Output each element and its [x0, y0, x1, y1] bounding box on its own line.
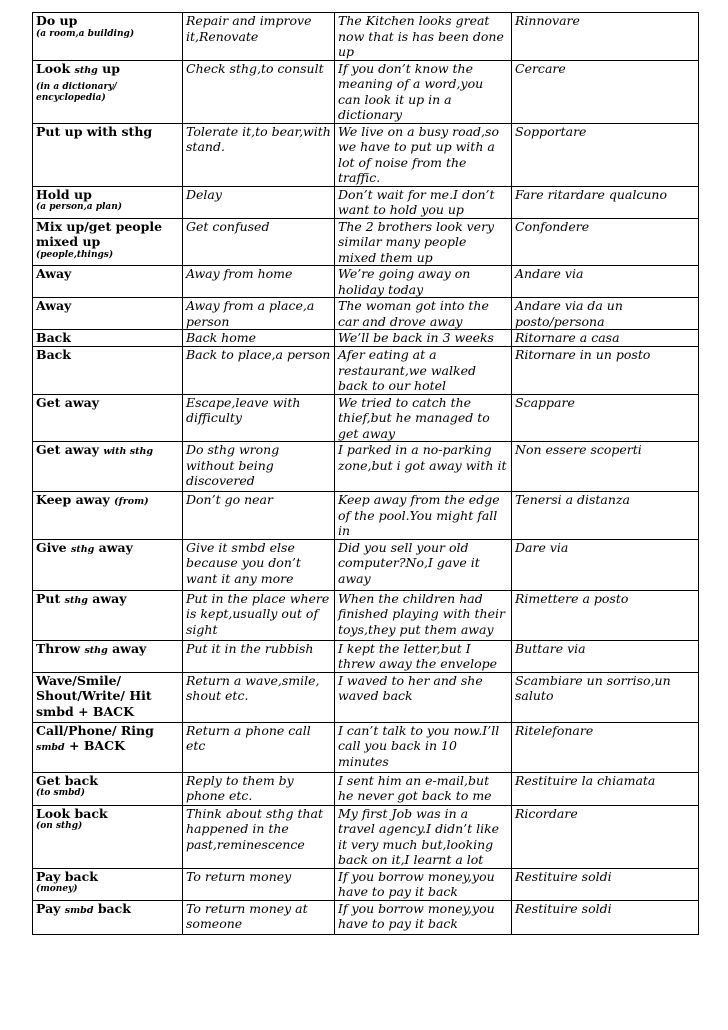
example-cell: If you borrow money,you have to pay it back: [335, 900, 512, 934]
example-cell: I parked in a no-parking zone,but i got away with it: [335, 442, 512, 492]
table-row: [33, 298, 699, 330]
meaning-cell: Return a wave,smile, shout etc.: [183, 672, 335, 722]
verb: Put: [36, 590, 65, 606]
meaning-cell: Check sthg,to consult: [183, 60, 335, 123]
verb: Hold up: [36, 186, 92, 202]
verb-note: (a person,a plan): [36, 202, 123, 212]
table-row: [33, 347, 699, 395]
meaning-cell: Back home: [183, 330, 335, 347]
meaning-cell: Back to place,a person: [183, 347, 335, 395]
table-row: [33, 442, 699, 492]
table-row: [33, 492, 699, 540]
italian-cell: Ritelefonare: [512, 722, 699, 772]
italian-cell: Ricordare: [512, 805, 699, 868]
meaning-cell: Get confused: [183, 218, 335, 266]
table-row: [33, 900, 699, 934]
verb-cell: [33, 442, 183, 492]
verb: Mix up/get people mixed up: [36, 218, 163, 249]
example-cell: Did you sell your old computer?No,I gave it away: [335, 539, 512, 590]
verb-note: (money): [36, 884, 78, 894]
table-row: [33, 772, 699, 805]
meaning-cell: To return money: [183, 868, 335, 900]
italian-cell: Non essere scoperti: [512, 442, 699, 492]
example-cell: If you borrow money,you have to pay it back: [335, 868, 512, 900]
italian-cell: Cercare: [512, 60, 699, 123]
example-cell: We’ll be back in 3 weeks: [335, 330, 512, 347]
table-row: [33, 186, 699, 218]
verb-cell: Wave/Smile/ Shout/Write/ Hit smbd + BACK: [33, 672, 183, 722]
example-cell: Keep away from the edge of the pool.You might fall in: [335, 492, 512, 540]
verb-cell: [33, 805, 183, 868]
verb-cell: [33, 640, 183, 672]
verb-note: (to smbd): [36, 788, 85, 798]
verb: Get away: [36, 442, 104, 457]
verb-cell: Back: [33, 330, 183, 347]
italian-cell: Fare ritardare qualcuno: [512, 186, 699, 218]
verb: Give: [36, 539, 71, 555]
italian-cell: Rinnovare: [512, 13, 699, 61]
example-cell: I waved to her and she waved back: [335, 672, 512, 722]
table-row: [33, 672, 699, 722]
verb-object: sthg: [64, 594, 88, 606]
meaning-cell: To return money at someone: [183, 900, 335, 934]
verb-note: (a room,a building): [36, 28, 135, 39]
example-cell: If you don’t know the meaning of a word,you can look it up in a dictionary: [335, 60, 512, 123]
example-cell: The woman got into the car and drove away: [335, 298, 512, 330]
verb-particle: up: [97, 60, 120, 76]
verb-particle: away: [107, 640, 147, 656]
verb-object: smbd: [36, 742, 65, 753]
example-cell: When the children had finished playing with their toys,they put them away: [335, 590, 512, 640]
example-cell: We live on a busy road,so we have to put up with a lot of noise from the traffic.: [335, 123, 512, 186]
verb: Call/Phone/ Ring: [36, 722, 154, 738]
meaning-cell: Tolerate it,to bear,with stand.: [183, 123, 335, 186]
table-row: [33, 640, 699, 672]
meaning-cell: Escape,leave with difficulty: [183, 394, 335, 442]
verb-cell: Away: [33, 298, 183, 330]
italian-cell: Andare via: [512, 266, 699, 298]
table-row: [33, 13, 699, 61]
italian-cell: Restituire soldi: [512, 900, 699, 934]
verb-particle: away: [94, 539, 133, 555]
verb: Look: [36, 60, 75, 76]
italian-cell: Ritornare in un posto: [512, 347, 699, 395]
verb-cell: [33, 590, 183, 640]
example-cell: Afer eating at a restaurant,we walked back to our hotel: [335, 347, 512, 395]
example-cell: Don’t wait for me.I don’t want to hold you up: [335, 186, 512, 218]
italian-cell: Ritornare a casa: [512, 330, 699, 347]
verb-cell: [33, 13, 183, 61]
verb-object: (from): [114, 496, 149, 507]
italian-cell: Rimettere a posto: [512, 590, 699, 640]
table-row: [33, 805, 699, 868]
verb: Throw: [36, 640, 85, 656]
verb: Do up: [36, 13, 78, 28]
verb-cell: Put up with sthg: [33, 123, 183, 186]
example-cell: I can’t talk to you now.I’ll call you back in 10 minutes: [335, 722, 512, 772]
verb-note: (in a dictionary/ encyclopedia): [36, 82, 117, 103]
meaning-cell: Return a phone call etc: [183, 722, 335, 772]
italian-cell: Scappare: [512, 394, 699, 442]
italian-cell: Scambiare un sorriso,un saluto: [512, 672, 699, 722]
example-cell: I kept the letter,but I threw away the envelope: [335, 640, 512, 672]
example-cell: We tried to catch the thief,but he managed to get away: [335, 394, 512, 442]
verb: Keep away: [36, 492, 115, 507]
meaning-cell: Delay: [183, 186, 335, 218]
verb-cell: [33, 722, 183, 772]
meaning-cell: Put in the place where is kept,usually out of sight: [183, 590, 335, 640]
example-cell: We’re going away on holiday today: [335, 266, 512, 298]
meaning-cell: Reply to them by phone etc.: [183, 772, 335, 805]
verb-note: (on sthg): [36, 821, 83, 831]
verb: Look back: [36, 805, 108, 821]
table-row: [33, 218, 699, 266]
italian-cell: Confondere: [512, 218, 699, 266]
meaning-cell: Repair and improve it,Renovate: [183, 13, 335, 61]
verb: Get back: [36, 772, 98, 788]
verb-cell: [33, 218, 183, 266]
meaning-cell: Think about sthg that happened in the past,reminescence: [183, 805, 335, 868]
verb-cell: [33, 772, 183, 805]
verb-cell: Get away: [33, 394, 183, 442]
verb-particle: away: [87, 590, 127, 606]
verb-object: sthg: [71, 543, 95, 555]
meaning-cell: Away from home: [183, 266, 335, 298]
table-row: [33, 539, 699, 590]
verb-cell: [33, 492, 183, 540]
meaning-cell: Don’t go near: [183, 492, 335, 540]
verb-object: sthg: [84, 644, 108, 656]
italian-cell: Sopportare: [512, 123, 699, 186]
table-row: [33, 722, 699, 772]
italian-cell: Buttare via: [512, 640, 699, 672]
verb-object: with sthg: [103, 446, 154, 457]
meaning-cell: Put it in the rubbish: [183, 640, 335, 672]
italian-cell: Restituire soldi: [512, 868, 699, 900]
verb-cell: [33, 60, 183, 123]
verb: Pay: [36, 900, 65, 916]
italian-cell: Restituire la chiamata: [512, 772, 699, 805]
example-cell: My first Job was in a travel agency.I didn’t like it very much but,looking back on it,I learnt a lot: [335, 805, 512, 868]
verb-object: sthg: [74, 64, 98, 76]
table-row: [33, 123, 699, 186]
example-cell: The 2 brothers look very similar many people mixed them up: [335, 218, 512, 266]
verb-cell: [33, 900, 183, 934]
verb: Pay back: [36, 868, 98, 884]
verb-particle: + BACK: [64, 738, 125, 753]
table-row: [33, 60, 699, 123]
table-row: [33, 266, 699, 298]
verb-cell: Back: [33, 347, 183, 395]
verb-cell: [33, 186, 183, 218]
verb-cell: Away: [33, 266, 183, 298]
verb-cell: [33, 539, 183, 590]
verb-note: (people,things): [36, 249, 114, 260]
table-row: [33, 330, 699, 347]
example-cell: I sent him an e-mail,but he never got back to me: [335, 772, 512, 805]
meaning-cell: Away from a place,a person: [183, 298, 335, 330]
table-row: [33, 394, 699, 442]
italian-cell: Andare via da un posto/persona: [512, 298, 699, 330]
meaning-cell: Give it smbd else because you don’t want it any more: [183, 539, 335, 590]
phrasal-verbs-table: [32, 12, 699, 935]
table-row: [33, 868, 699, 900]
verb-particle: back: [93, 900, 131, 916]
verb-cell: [33, 868, 183, 900]
table-row: [33, 590, 699, 640]
italian-cell: Dare via: [512, 539, 699, 590]
example-cell: The Kitchen looks great now that is has been done up: [335, 13, 512, 61]
italian-cell: Tenersi a distanza: [512, 492, 699, 540]
meaning-cell: Do sthg wrong without being discovered: [183, 442, 335, 492]
verb-object: smbd: [64, 904, 94, 916]
